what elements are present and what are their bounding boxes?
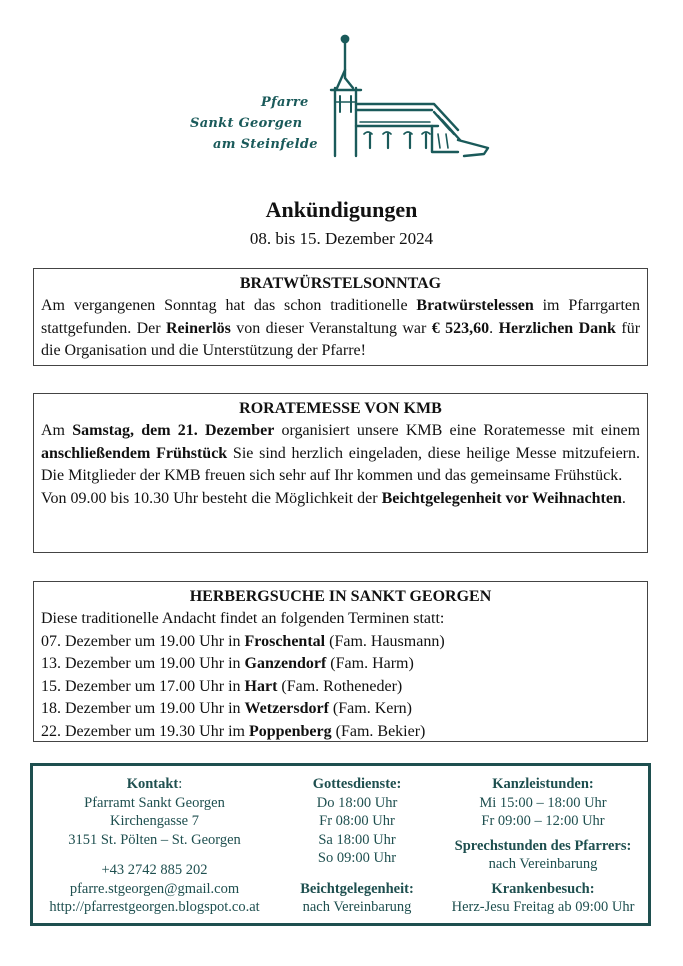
date-row: 07. Dezember um 19.00 Uhr in Froschental (Fam. Hausmann) bbox=[41, 632, 445, 650]
announcement-text: Am vergangenen Sonntag hat das schon traditionelle Bratwürstelessen im Pfarrgarten stattgefunden. Der Reinerlös von dieser Veranstaltung war € 523,60. Herzlichen Dank für die Organisation und die Unterstützung der Pfarre! bbox=[41, 297, 641, 359]
office-hours: Mi 15:00 – 18:00 Uhr bbox=[479, 794, 607, 811]
date-row: 13. Dezember um 19.00 Uhr in Ganzendorf (Fam. Harm) bbox=[41, 655, 414, 672]
announcement-heading: RORATEMESSE VON KMB bbox=[239, 400, 442, 417]
contact-column bbox=[33, 775, 276, 917]
page-title: Ankündigungen bbox=[265, 197, 418, 222]
contact-email[interactable]: pfarre.stgeorgen@gmail.com bbox=[69, 880, 240, 897]
consultation-value: nach Vereinbarung bbox=[488, 856, 598, 872]
logo-line-1: Pfarre bbox=[261, 95, 309, 110]
contact-website[interactable]: http://pfarrestgeorgen.blogspot.co.at bbox=[49, 899, 260, 915]
announcement-roratemesse bbox=[33, 393, 648, 553]
announcement-heading: BRATWÜRSTELSONNTAG bbox=[239, 275, 442, 292]
date-row: 18. Dezember um 19.00 Uhr in Wetzersdorf (Fam. Kern) bbox=[41, 700, 413, 717]
announcement-bratwurst bbox=[33, 268, 648, 366]
parish-logo bbox=[188, 30, 498, 160]
logo-line-3: am Steinfelde bbox=[213, 137, 318, 152]
service-time: Fr 08:00 Uhr bbox=[319, 813, 395, 829]
contact-heading: Kontakt: bbox=[126, 776, 183, 792]
sick-visit-heading: Krankenbesuch: bbox=[491, 880, 595, 897]
announcement-herbergsuche bbox=[33, 581, 648, 742]
consultation-heading: Sprechstunden des Pfarrers: bbox=[454, 837, 632, 854]
page-subtitle: 08. bis 15. Dezember 2024 bbox=[249, 229, 434, 248]
sick-visit-value: Herz-Jesu Freitag ab 09:00 Uhr bbox=[451, 899, 635, 915]
date-row: 15. Dezember um 17.00 Uhr in Hart (Fam. Rotheneder) bbox=[41, 677, 403, 695]
confession-value: nach Vereinbarung bbox=[302, 899, 412, 915]
office-hours: Fr 09:00 – 12:00 Uhr bbox=[481, 813, 605, 829]
services-heading: Gottesdienste: bbox=[312, 776, 402, 792]
announcement-text: Am Samstag, dem 21. Dezember organisiert unsere KMB eine Roratemesse mit einem anschließendem Frühstück Sie sind herzlich eingeladen, diese heilige Messe mitzufeiern. Die Mitglieder der KMB freuen sich sehr auf Ihr kommen und das gemeinsame Frühstück. bbox=[41, 422, 641, 484]
office-hours-heading: Kanzleistunden: bbox=[492, 776, 594, 792]
office-column bbox=[438, 775, 648, 917]
contact-name: Pfarramt Sankt Georgen bbox=[84, 794, 225, 811]
date-row: 22. Dezember um 19.30 Uhr im Poppenberg (Fam. Bekier) bbox=[41, 722, 426, 740]
announcement-heading: HERBERGSUCHE IN SANKT GEORGEN bbox=[189, 588, 492, 605]
contact-city: 3151 St. Pölten – St. Georgen bbox=[68, 831, 241, 848]
announcement-text-2: Von 09.00 bis 10.30 Uhr besteht die Möglichkeit der Beichtgelegenheit vor Weihnachten. bbox=[41, 489, 626, 507]
service-time: So 09:00 Uhr bbox=[317, 850, 397, 866]
service-time: Sa 18:00 Uhr bbox=[318, 831, 396, 848]
services-column bbox=[276, 775, 438, 917]
contact-street: Kirchengasse 7 bbox=[110, 813, 199, 829]
confession-heading: Beichtgelegenheit: bbox=[300, 880, 414, 897]
announcement-intro: Diese traditionelle Andacht findet an folgenden Terminen statt: bbox=[41, 610, 445, 627]
logo-line-2: Sankt Georgen bbox=[190, 116, 303, 131]
contact-footer bbox=[30, 763, 651, 926]
contact-phone[interactable]: +43 2742 885 202 bbox=[101, 862, 208, 878]
service-time: Do 18:00 Uhr bbox=[316, 794, 398, 811]
